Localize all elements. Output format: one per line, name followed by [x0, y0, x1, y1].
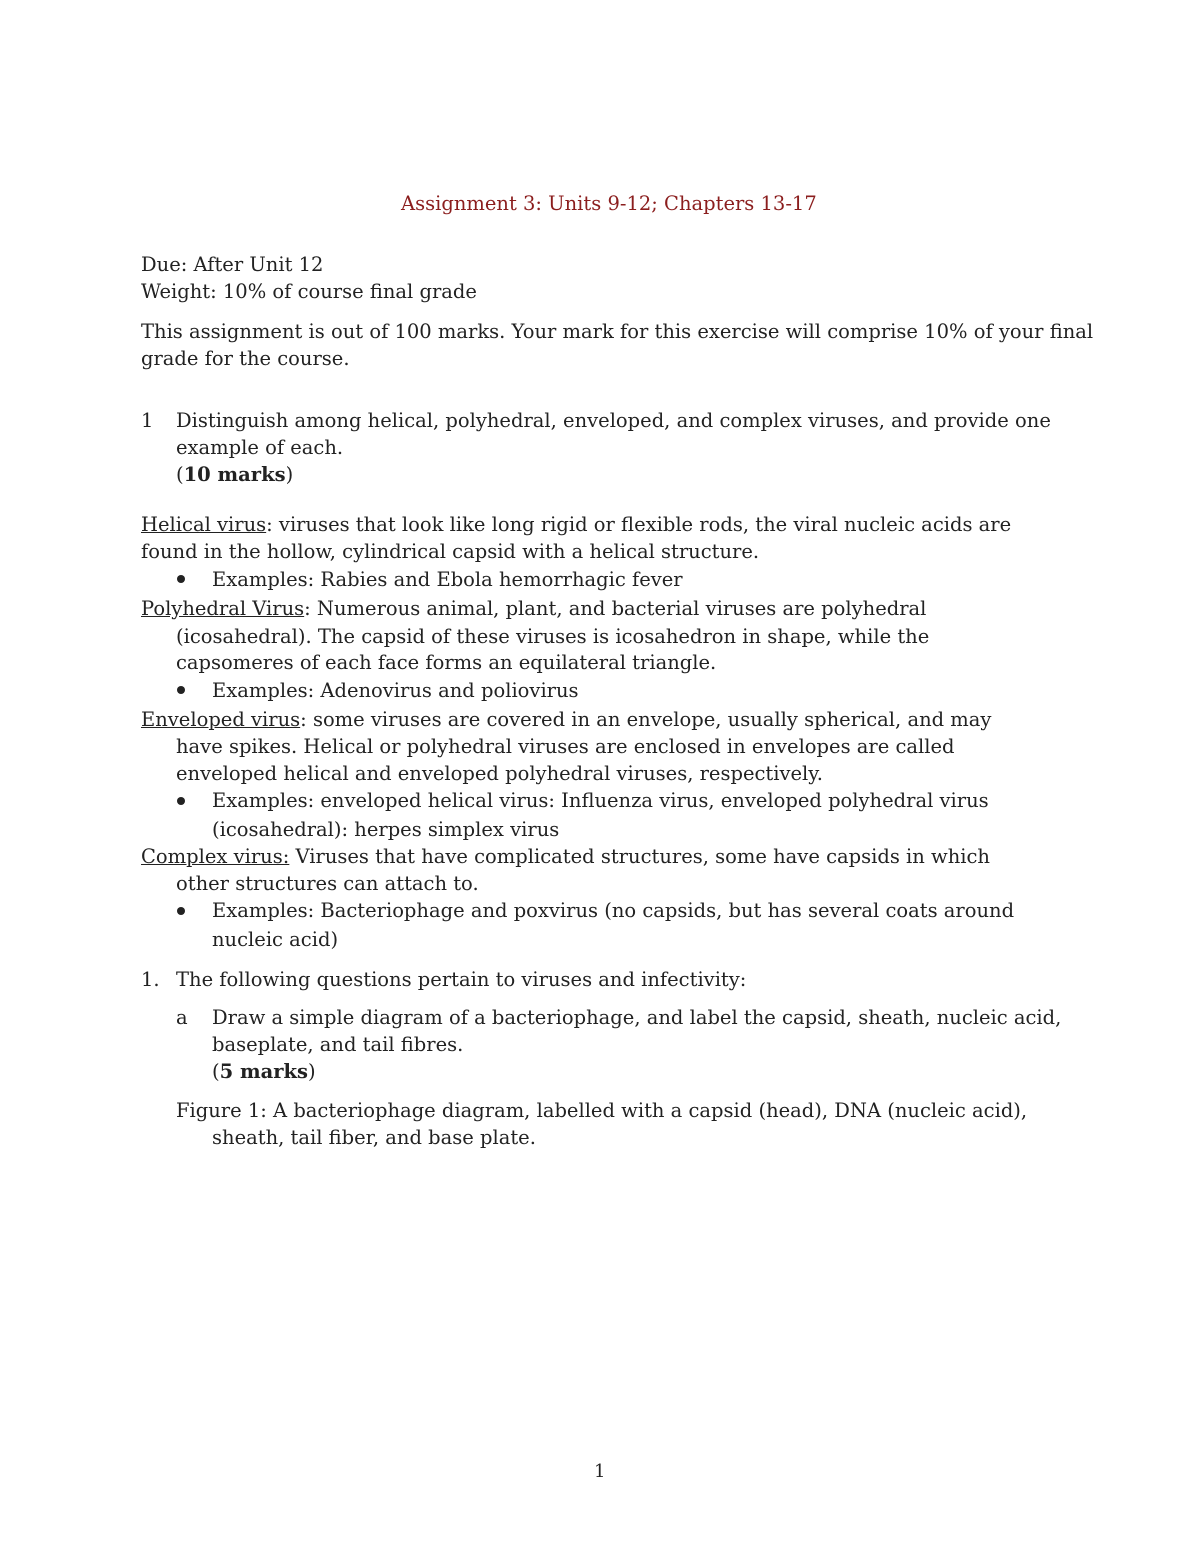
polyhedral-line-1: Polyhedral Virus: Numerous animal, plant, and bacterial viruses are polyhedral — [141, 597, 927, 620]
question-2a-marks: (5 marks) — [212, 1060, 316, 1083]
enveloped-line-3: enveloped helical and enveloped polyhedral viruses, respectively. — [176, 762, 823, 785]
question-1-line-2: example of each. — [176, 436, 344, 459]
question-2a-letter: a — [176, 1006, 188, 1029]
complex-example-line-2: nucleic acid) — [212, 928, 339, 951]
helical-term: Helical virus — [141, 513, 267, 536]
bullet-icon — [177, 575, 185, 583]
helical-example: Examples: Rabies and Ebola hemorrhagic fever — [212, 568, 683, 591]
intro-line-2: grade for the course. — [141, 347, 350, 370]
question-2a-line-2: baseplate, and tail fibres. — [212, 1033, 464, 1056]
complex-line-2: other structures can attach to. — [176, 872, 479, 895]
helical-line-2: found in the hollow, cylindrical capsid with a helical structure. — [141, 540, 760, 563]
polyhedral-line-2: (icosahedral). The capsid of these viruses is icosahedron in shape, while the — [176, 625, 930, 648]
page-number: 1 — [594, 1461, 606, 1482]
enveloped-example-line-2: (icosahedral): herpes simplex virus — [212, 818, 560, 841]
bullet-icon — [177, 907, 185, 915]
intro-line-1: This assignment is out of 100 marks. Your mark for this exercise will comprise 10% of your final — [141, 320, 1094, 343]
figure-caption-line-1: Figure 1: A bacteriophage diagram, labelled with a capsid (head), DNA (nucleic acid), — [176, 1099, 1028, 1122]
question-2-number: 1. — [141, 968, 160, 991]
figure-caption-line-2: sheath, tail fiber, and base plate. — [212, 1126, 536, 1149]
complex-term: Complex virus: — [141, 845, 290, 868]
document-title: Assignment 3: Units 9-12; Chapters 13-17 — [401, 192, 817, 215]
enveloped-term: Enveloped virus — [141, 708, 301, 731]
polyhedral-example: Examples: Adenovirus and poliovirus — [212, 679, 579, 702]
complex-example-line-1: Examples: Bacteriophage and poxvirus (no capsids, but has several coats around — [212, 899, 1015, 922]
polyhedral-line-3: capsomeres of each face forms an equilateral triangle. — [176, 651, 717, 674]
helical-line-1: Helical virus: viruses that look like long rigid or flexible rods, the viral nucleic acids are — [141, 513, 1012, 536]
enveloped-example-line-1: Examples: enveloped helical virus: Influenza virus, enveloped polyhedral virus — [212, 789, 989, 812]
enveloped-line-2: have spikes. Helical or polyhedral viruses are enclosed in envelopes are called — [176, 735, 955, 758]
question-1-line-1: Distinguish among helical, polyhedral, enveloped, and complex viruses, and provide one — [176, 409, 1051, 432]
question-1-marks: (10 marks) — [176, 463, 294, 486]
enveloped-line-1: Enveloped virus: some viruses are covered in an envelope, usually spherical, and may — [141, 708, 992, 731]
question-1-number: 1 — [141, 409, 154, 432]
complex-line-1: Complex virus: Viruses that have complicated structures, some have capsids in which — [141, 845, 990, 868]
question-2a-line-1: Draw a simple diagram of a bacteriophage, and label the capsid, sheath, nucleic acid, — [212, 1006, 1062, 1029]
weight-line: Weight: 10% of course final grade — [141, 280, 477, 303]
bullet-icon — [177, 686, 185, 694]
due-line: Due: After Unit 12 — [141, 253, 324, 276]
question-2-text: The following questions pertain to viruses and infectivity: — [176, 968, 747, 991]
bullet-icon — [177, 797, 185, 805]
polyhedral-term: Polyhedral Virus — [141, 597, 305, 620]
